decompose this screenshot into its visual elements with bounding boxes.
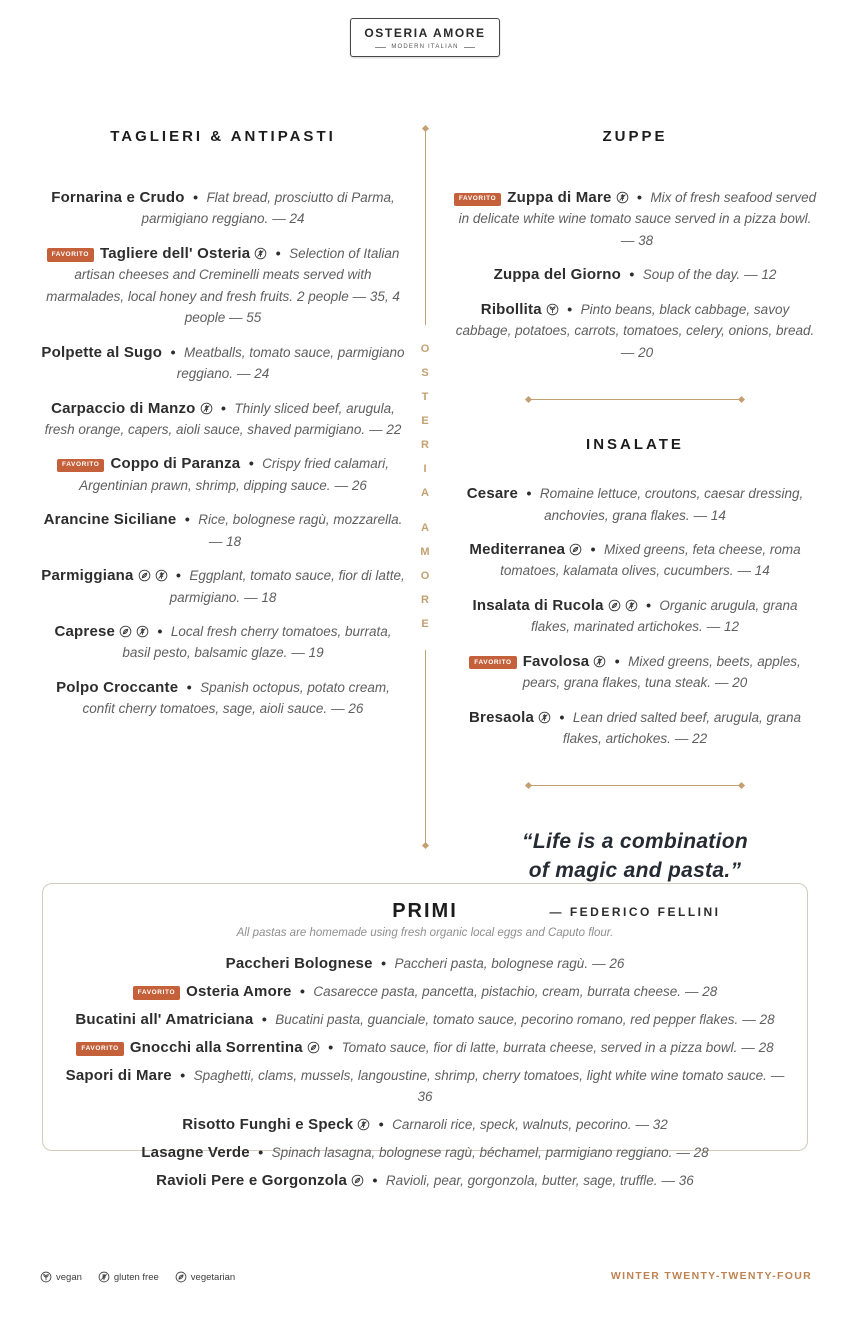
- menu-item: [40, 453, 406, 496]
- menu-item: [452, 299, 818, 363]
- item-name: Polpette al Sugo: [41, 343, 163, 361]
- bullet-separator: •: [184, 511, 190, 528]
- item-icons: [612, 189, 629, 206]
- item-name: Paccheri Bolognese: [225, 955, 373, 972]
- item-name: Zuppa del Giorno: [493, 266, 621, 284]
- item-description: Local fresh cherry tomatoes, burrata, basil pesto, balsamic glaze.: [122, 624, 392, 661]
- item-name: Gnocchi alla Sorrentina: [129, 1038, 303, 1056]
- bullet-separator: •: [170, 343, 176, 360]
- primi-items: [61, 953, 789, 1191]
- bullet-separator: •: [590, 540, 596, 557]
- vegetarian-icon: [119, 625, 132, 638]
- item-description: Meatballs, tomato sauce, parmigiano reggiano.: [176, 344, 405, 382]
- menu-item: [61, 1170, 789, 1191]
- bullet-separator: •: [526, 485, 532, 502]
- item-icons: [250, 245, 267, 262]
- bullet-separator: •: [629, 266, 635, 283]
- item-price: — 12: [744, 267, 777, 283]
- item-price: — 28: [685, 983, 718, 999]
- menu-item: [61, 1114, 789, 1135]
- item-name: Ravioli Pere e Gorgonzola: [156, 1172, 348, 1189]
- item-description: Mix of fresh seafood served in delicate white wine tomato sauce served in a pizza bowl.: [458, 190, 817, 227]
- menu-item: [452, 651, 818, 694]
- item-price: — 14: [693, 507, 726, 523]
- item-name: Favolosa: [522, 652, 590, 670]
- menu-item: [40, 621, 406, 664]
- item-description: Rice, bolognese ragù, mozzarella.: [198, 512, 403, 528]
- favorito-badge: FAVORITO: [47, 248, 94, 261]
- legend-item: [175, 1268, 235, 1286]
- bullet-separator: •: [186, 678, 192, 695]
- divider-diamond-top: [421, 125, 428, 132]
- menu-item: [40, 509, 406, 552]
- item-price: — 20: [620, 344, 654, 360]
- gluten-free-icon: [593, 655, 606, 668]
- bullet-separator: •: [378, 1116, 384, 1133]
- restaurant-tagline: MODERN ITALIAN: [391, 44, 459, 50]
- item-description: Soup of the day.: [642, 267, 741, 283]
- item-price: — 26: [592, 956, 625, 971]
- item-name: Tagliere dell' Osteria: [100, 244, 251, 262]
- item-name: Osteria Amore: [186, 982, 292, 1000]
- vertical-divider: [419, 126, 431, 848]
- item-description: Carnaroli rice, speck, walnuts, pecorino.: [392, 1117, 632, 1133]
- item-name: Polpo Croccante: [56, 678, 179, 696]
- menu-item: [452, 264, 818, 285]
- bullet-separator: •: [248, 455, 254, 472]
- ornament-diamond-right: [738, 782, 745, 789]
- menu-item: [40, 398, 406, 441]
- restaurant-logo: [0, 18, 850, 57]
- menu-item: [61, 1142, 789, 1163]
- gluten-free-icon: [625, 599, 638, 612]
- vegan-icon: [546, 303, 559, 316]
- item-description: Selection of Italian artisan cheeses and Creminelli meats served with marmalades, local honey and fresh fruits.: [46, 245, 400, 304]
- menu-item: [61, 1037, 789, 1058]
- menu-item: [61, 953, 789, 974]
- item-description: Eggplant, tomato sauce, fior di latte, parmigiano.: [169, 568, 405, 605]
- item-price: — 22: [674, 731, 708, 746]
- gluten-free-icon: [616, 191, 629, 204]
- item-description: Pinto beans, black cabbage, savoy cabbage, potatoes, carrots, tomatoes, celery, onions, bread.: [455, 301, 815, 339]
- menu-item: [61, 981, 789, 1002]
- item-description: Paccheri pasta, bolognese ragù.: [394, 956, 589, 971]
- item-description: Thinly sliced beef, arugula, fresh orange, capers, aioli sauce, shaved parmigiano.: [44, 400, 395, 437]
- item-price: — 26: [334, 477, 367, 493]
- item-description: Ravioli, pear, gorgonzola, butter, sage, truffle.: [385, 1173, 658, 1188]
- logo-rule-right: [464, 47, 475, 48]
- item-icons: [534, 709, 551, 726]
- ornamental-divider: [526, 397, 744, 402]
- item-price: — 28: [676, 1145, 709, 1161]
- favorito-badge: FAVORITO: [133, 986, 180, 999]
- item-price: — 12: [706, 619, 740, 635]
- menu-item: [452, 187, 818, 251]
- item-name: Mediterranea: [469, 540, 566, 558]
- gluten-free-icon: [155, 569, 168, 582]
- ornament-diamond-left: [525, 396, 532, 403]
- right-column: [452, 128, 818, 919]
- bullet-separator: •: [567, 300, 573, 317]
- vegetarian-icon: [138, 569, 151, 582]
- item-icons: [196, 400, 213, 417]
- bullet-separator: •: [381, 955, 386, 971]
- restaurant-name: OSTERIA AMORE: [364, 26, 486, 40]
- item-price: 2 people — 35, 4 people — 55: [184, 288, 400, 326]
- menu-item: [452, 483, 818, 526]
- bullet-separator: •: [261, 1010, 267, 1027]
- vegan-icon: [40, 1271, 52, 1283]
- quote-line-1: “Life is a combination: [522, 830, 748, 854]
- menu-item: [452, 707, 818, 750]
- vegetarian-icon: [307, 1041, 320, 1054]
- quote-line-2: of magic and pasta.”: [528, 858, 742, 882]
- item-name: Parmiggiana: [41, 567, 134, 585]
- bullet-separator: •: [372, 1172, 378, 1188]
- favorito-badge: FAVORITO: [57, 459, 104, 472]
- bullet-separator: •: [157, 623, 163, 639]
- item-price: — 22: [369, 421, 402, 437]
- item-price: — 38: [620, 232, 654, 248]
- item-description: Crispy fried calamari, Argentinian prawn, shrimp, dipping sauce.: [79, 456, 389, 493]
- item-description: Spanish octopus, potato cream, confit cherry tomatoes, sage, aioli sauce.: [82, 679, 390, 717]
- legend-item: [98, 1268, 159, 1286]
- item-name: Sapori di Mare: [65, 1066, 172, 1084]
- menu-item: [40, 677, 406, 720]
- insalate-items: [452, 483, 818, 749]
- item-price: — 20: [715, 675, 748, 691]
- ornament-diamond-right: [738, 396, 745, 403]
- logo-rule-left: [375, 47, 386, 48]
- section-title-zuppe: ZUPPE: [602, 128, 668, 145]
- item-description: Mixed greens, beets, apples, pears, grana flakes, tuna steak.: [522, 653, 801, 691]
- item-name: Arancine Siciliane: [43, 511, 177, 529]
- item-description: Mixed greens, feta cheese, roma tomatoes, kalamata olives, cucumbers.: [500, 541, 801, 579]
- bullet-separator: •: [180, 1066, 186, 1083]
- item-price: — 19: [291, 645, 324, 661]
- bullet-separator: •: [275, 244, 281, 261]
- vertical-brand-text: O S T E R I A A M O R E: [420, 343, 430, 630]
- menu-item: [452, 539, 818, 582]
- primi-section: [42, 883, 808, 1189]
- item-name: Bresaola: [469, 708, 534, 726]
- item-name: Insalata di Rucola: [472, 596, 604, 614]
- bullet-separator: •: [299, 982, 305, 999]
- item-name: Carpaccio di Manzo: [51, 399, 196, 417]
- section-title-insalate: INSALATE: [586, 436, 684, 454]
- item-name: Zuppa di Mare: [507, 189, 612, 206]
- item-icons: [353, 1116, 370, 1133]
- antipasti-items: [40, 187, 406, 720]
- logo-box: [350, 18, 499, 57]
- item-description: Flat bread, prosciutto di Parma, parmigiano reggiano.: [141, 190, 395, 227]
- item-name: Fornarina e Crudo: [51, 189, 185, 206]
- favorito-badge: FAVORITO: [76, 1042, 123, 1055]
- gluten-free-icon: [254, 247, 267, 260]
- divider-diamond-bottom: [421, 842, 428, 849]
- item-description: Spaghetti, clams, mussels, langoustine, shrimp, cherry tomatoes, light white wine tomato sauce.: [193, 1067, 767, 1083]
- antipasti-section: [40, 128, 406, 733]
- item-price: — 28: [741, 1039, 774, 1055]
- bullet-separator: •: [559, 708, 565, 725]
- bullet-separator: •: [193, 189, 198, 205]
- item-price: — 18: [208, 533, 242, 549]
- item-description: Casarecce pasta, pancetta, pistachio, cream, burrata cheese.: [313, 983, 682, 999]
- item-description: Bucatini pasta, guanciale, tomato sauce, pecorino romano, red pepper flakes.: [275, 1011, 739, 1027]
- ornamental-divider: [526, 783, 744, 788]
- gluten-free-icon: [538, 711, 551, 724]
- zuppe-items: [452, 187, 818, 363]
- legend-icon-slot: [175, 1268, 187, 1286]
- menu-item: [40, 565, 406, 608]
- bullet-separator: •: [646, 596, 651, 613]
- item-price: — 36: [661, 1173, 694, 1188]
- legend-icon-slot: [40, 1268, 52, 1286]
- vegetarian-icon: [351, 1174, 364, 1187]
- bullet-separator: •: [258, 1144, 264, 1161]
- favorito-badge: FAVORITO: [469, 656, 516, 669]
- item-price: — 36: [417, 1067, 785, 1105]
- item-name: Risotto Funghi e Speck: [182, 1116, 354, 1134]
- legend-label: gluten free: [113, 1271, 159, 1283]
- favorito-badge: FAVORITO: [454, 193, 501, 206]
- item-name: Ribollita: [480, 300, 542, 318]
- item-description: Spinach lasagna, bolognese ragù, béchamel, parmigiano reggiano.: [271, 1145, 673, 1161]
- gluten-free-icon: [200, 402, 213, 415]
- ornament-line: [531, 399, 739, 400]
- item-description: Organic arugula, grana flakes, marinated artichokes.: [530, 597, 798, 635]
- quote-author: — FEDERICO FELLINI: [549, 905, 721, 920]
- ornament-line: [531, 785, 739, 786]
- item-price: — 18: [244, 589, 277, 605]
- item-name: Caprese: [54, 623, 116, 640]
- ornament-diamond-left: [525, 782, 532, 789]
- menu-item: [40, 187, 406, 230]
- divider-line-upper: [425, 131, 426, 325]
- menu-item: [40, 243, 406, 329]
- item-icons: [565, 541, 582, 558]
- item-name: Coppo di Paranza: [110, 455, 241, 473]
- item-icons: [303, 1039, 320, 1056]
- item-name: Cesare: [466, 485, 519, 503]
- dietary-legend: [40, 1268, 235, 1286]
- legend-label: vegetarian: [190, 1271, 236, 1283]
- season-label: WINTER TWENTY-TWENTY-FOUR: [610, 1270, 812, 1282]
- gluten-free-icon: [357, 1118, 370, 1131]
- item-description: Lean dried salted beef, arugula, grana flakes, artichokes.: [562, 709, 801, 746]
- bullet-separator: •: [220, 399, 226, 416]
- gluten-free-icon: [98, 1271, 110, 1283]
- item-icons: [589, 653, 606, 670]
- item-price: — 26: [331, 701, 364, 717]
- item-price: — 32: [635, 1117, 668, 1133]
- item-name: Bucatini all' Amatriciana: [75, 1010, 254, 1028]
- legend-icon-slot: [98, 1268, 110, 1286]
- bullet-separator: •: [175, 567, 181, 584]
- item-price: — 28: [742, 1011, 775, 1027]
- section-title-antipasti: TAGLIERI & ANTIPASTI: [110, 128, 336, 145]
- legend-label: vegan: [56, 1271, 82, 1283]
- item-icons: [115, 623, 149, 640]
- bullet-separator: •: [614, 652, 620, 669]
- vegetarian-icon: [608, 599, 621, 612]
- bullet-separator: •: [328, 1038, 334, 1055]
- menu-item: [61, 1009, 789, 1030]
- legend-item: [40, 1268, 82, 1286]
- item-icons: [347, 1172, 364, 1189]
- item-price: — 24: [272, 211, 305, 227]
- primi-subtitle: All pastas are homemade using fresh organic local eggs and Caputo flour.: [236, 927, 614, 939]
- item-icons: [134, 567, 168, 584]
- item-description: Tomato sauce, fior di latte, burrata cheese, served in a pizza bowl.: [341, 1039, 738, 1055]
- menu-item: [452, 595, 818, 638]
- vegetarian-icon: [569, 543, 582, 556]
- item-description: Romaine lettuce, croutons, caesar dressing, anchovies, grana flakes.: [539, 486, 804, 523]
- item-name: Lasagne Verde: [141, 1144, 250, 1162]
- bullet-separator: •: [636, 189, 642, 205]
- logo-subtitle-row: [364, 44, 485, 50]
- divider-line-lower: [425, 650, 426, 844]
- menu-item: [40, 342, 406, 385]
- vegetarian-icon: [175, 1271, 187, 1283]
- item-price: — 24: [237, 366, 270, 382]
- gluten-free-icon: [136, 625, 149, 638]
- item-price: — 14: [737, 563, 770, 579]
- item-icons: [542, 301, 559, 318]
- menu-item: [61, 1065, 789, 1108]
- section-title-primi: PRIMI: [392, 900, 458, 922]
- item-icons: [604, 597, 638, 614]
